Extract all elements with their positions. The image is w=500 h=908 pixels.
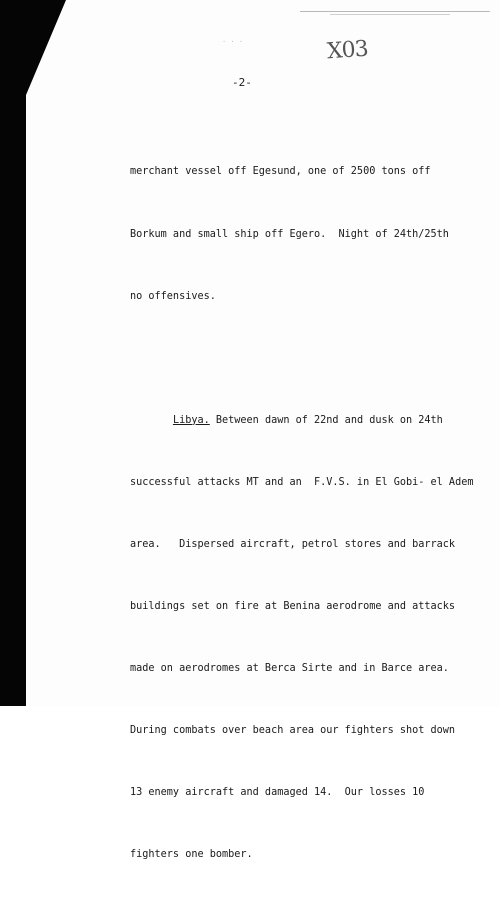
text-line: During combats over beach area our fighters shot down (130, 725, 456, 737)
text-line: made on aerodromes at Berca Sirte and in Barce area. (130, 663, 449, 675)
text-line: Borkum and small ship off Egero. Night of 24th/25th (130, 228, 449, 240)
text-line: buildings set on fire at Benina aerodrome and attacks (130, 601, 456, 613)
top-rule (300, 11, 490, 12)
text-line (130, 411, 490, 432)
body-text (130, 121, 490, 908)
text-line: area. Dispersed aircraft, petrol stores and barrack (130, 538, 456, 550)
blank-line (130, 349, 490, 370)
text-line: fighters one bomber. (130, 849, 253, 861)
text-fragment: Between dawn of 22nd and dusk on 24th (209, 414, 443, 426)
text-line: successful attacks MT and an F.V.S. in El Gobi- el Adem (130, 476, 474, 488)
top-rule-secondary (330, 14, 450, 15)
scan-edge (0, 0, 26, 706)
scan-specks: · · · (222, 38, 244, 46)
section-heading-libya: Libya. (172, 414, 210, 426)
page-number: -2- (232, 76, 252, 89)
text-line: no offensives. (130, 290, 216, 302)
text-line: merchant vessel off Egesund, one of 2500 tons off (130, 166, 431, 178)
scan-corner (26, 0, 66, 95)
handwritten-mark: X03 (326, 36, 369, 65)
text-line: 13 enemy aircraft and damaged 14. Our losses 10 (130, 787, 425, 799)
